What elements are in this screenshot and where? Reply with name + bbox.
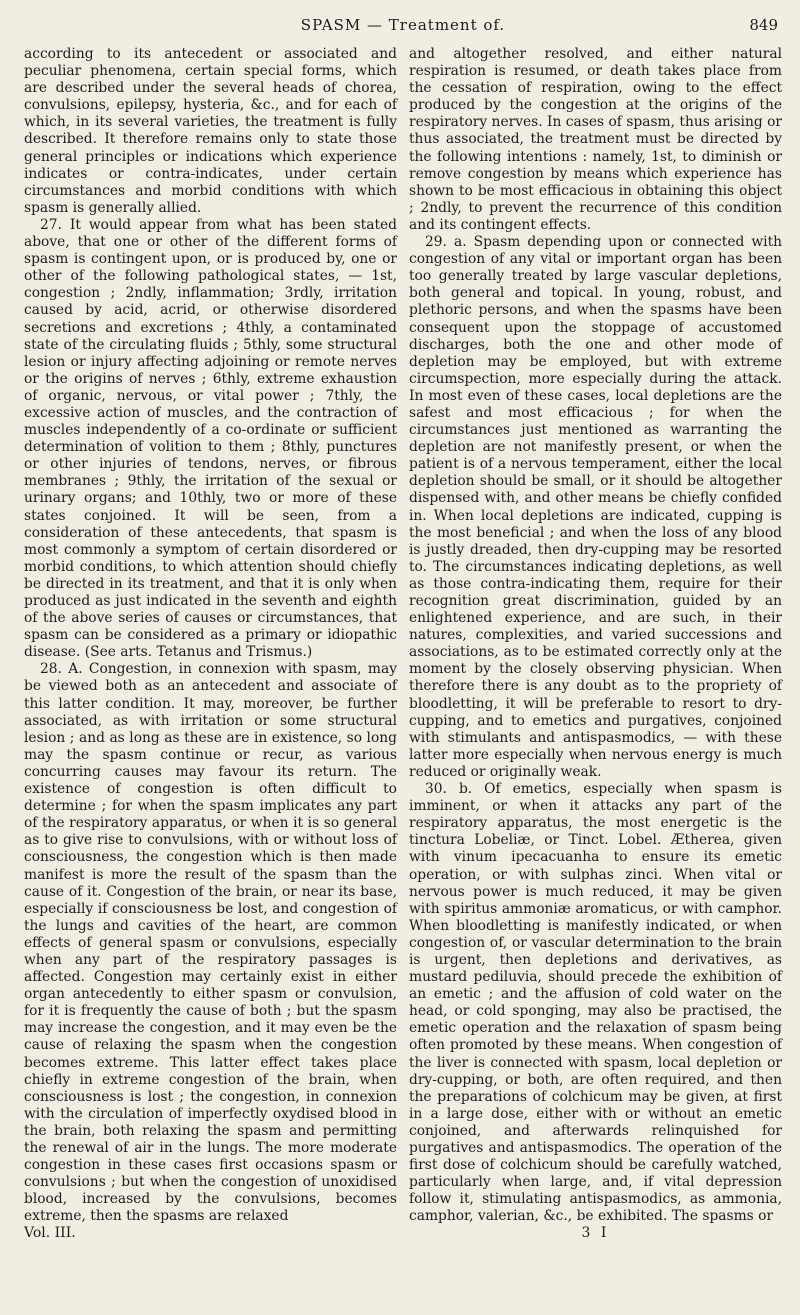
paragraph: according to its antecedent or associated and peculiar phenomena, certain special forms, which are described under the several heads of chorea, convulsions, epilepsy, hysteria, &c., and for each of which, in its several varieties, the treatment is fully described. It therefore remains only to state those general principles or indications which experience indicates or contra-indicates, under certain circumstances and morbid conditions with which spasm is generally allied. — [24, 46, 397, 216]
page-header — [24, 12, 782, 38]
paragraph: 28. A. Congestion, in connexion with spasm, may be viewed both as an antecedent and associate of this latter condition. It may, moreover, be further associated, as with irritation or some structural lesion ; and as long as these are in existence, so long may the spasm continue or recur, as various concurring causes may favour its return. The existence of congestion is often difficult to determine ; for when the spasm implicates any part of the respiratory apparatus, or when it is so general as to give rise to convulsions, with or without loss of consciousness, the congestion which is then made manifest is more the result of the spasm than the cause of it. Congestion of the brain, or near its base, especially if consciousness be lost, and congestion of the lungs and cavities of the heart, are common effects of general spasm or convulsions, especially when any part of the respiratory passages is affected. Congestion may certainly exist in either organ antecedently to either spasm or convulsion, for it is frequently the cause of both ; but the spasm may increase the congestion, and it may even be the cause of relaxing the spasm when the congestion becomes extreme. This latter effect takes place chiefly in extreme congestion of the brain, when consciousness is lost ; the congestion, in connexion with the circulation of imperfectly oxydised blood in the brain, both relaxing the spasm and permitting the renewal of air in the lungs. The more moderate congestion in these cases first occasions spasm or convulsions ; but when the congestion of unoxidised blood, increased by the convulsions, becomes extreme, then the spasms are relaxed — [24, 661, 397, 1225]
paragraph: 30. b. Of emetics, especially when spasm is imminent, or when it attacks any part of the respiratory apparatus, the most energetic is the tinctura Lobeliæ, or Tinct. Lobel. Ætherea, given with vinum ipecacuanha to ensure its emetic operation, or with sulphas zinci. When vital or nervous power is much reduced, it may be given with spiritus ammoniæ aromaticus, or with camphor. When bloodletting is manifestly indicated, or when congestion of, or vascular determination to the brain is urgent, then depletions and derivatives, as mustard pediluvia, should precede the exhibition of an emetic ; and the affusion of cold water on the head, or cold sponging, may also be practised, the emetic operation and the relaxation of spasm being often promoted by these means. When congestion of the liver is connected with spasm, local depletion or dry-cupping, or both, are often required, and then the preparations of colchicum may be given, at first in a large dose, either with or without an emetic conjoined, and afterwards relinquished for purgatives and antispasmodics. The operation of the first dose of colchicum should be carefully watched, particularly when large, and, if vital depression follow it, stimulating antispasmodics, as ammonia, camphor, valerian, &c., be exhibited. The spasms or — [409, 781, 782, 1225]
page-number: 849 — [749, 16, 778, 34]
paragraph: and altogether resolved, and either natural respiration is resumed, or death takes place from the cessation of respiration, owing to the effect produced by the congestion at the origins of the respiratory nerves. In cases of spasm, thus arising or thus associated, the treatment must be directed by the following intentions : namely, 1st, to diminish or remove congestion by means which experience has shown to be most efficacious in obtaining this object ; 2ndly, to prevent the recurrence of this condition and its contingent effects. — [409, 46, 782, 233]
volume-mark: Vol. III. — [24, 1225, 76, 1242]
signature-mark: 3 I — [581, 1225, 610, 1242]
left-column — [24, 46, 397, 1225]
paragraph: 29. a. Spasm depending upon or connected with congestion of any vital or important organ has been too generally treated by large vascular depletions, both general and topical. In young, robust, and plethoric persons, and when the spasms have been consequent upon the stoppage of accustomed discharges, both the one and other mode of depletion may be employed, but with extreme circumspection, more especially during the attack. In most even of these cases, local depletions are the safest and most efficacious ; for when the circumstances just mentioned as warranting the depletion are not manifestly present, or when the patient is of a nervous temperament, either the local depletion should be small, or it should be altogether dispensed with, and other means be chiefly confided in. When local depletions are indicated, cupping is the most beneficial ; and when the loss of any blood is justly dreaded, then dry-cupping may be resorted to. The circumstances indicating depletions, as well as those contra-indicating them, require for their recognition great discrimination, guided by an enlightened experience, and are such, in their natures, complexities, and varied successions and associations, as to be estimated correctly only at the moment by the closely observing physician. When therefore there is any doubt as to the propriety of bloodletting, it will be preferable to resort to dry-cupping, and to emetics and purgatives, conjoined with stimulants and antispasmodics, — with these latter more especially when nervous energy is much reduced or originally weak. — [409, 234, 782, 780]
right-column — [409, 46, 782, 1225]
text-columns — [24, 46, 782, 1225]
paragraph: 27. It would appear from what has been stated above, that one or other of the different forms of spasm is contingent upon, or is produced by, one or other of the following pathological states, — 1st, congestion ; 2ndly, inflammation; 3rdly, irritation caused by acid, acrid, or otherwise disordered secretions and excretions ; 4thly, a contaminated state of the circulating fluids ; 5thly, some structural lesion or injury affecting adjoining or remote nerves or the origins of nerves ; 6thly, extreme exhaustion of organic, nervous, or vital power ; 7thly, the excessive action of muscles, and the contraction of muscles independently of a co-ordinate or sufficient determination of volition to them ; 8thly, punctures or other injuries of tendons, nerves, or fibrous membranes ; 9thly, the irritation of the sexual or urinary organs; and 10thly, two or more of these states conjoined. It will be seen, from a consideration of these antecedents, that spasm is most commonly a symptom of certain disordered or morbid conditions, to which attention should chiefly be directed in its treatment, and that it is only when produced as just indicated in the seventh and eighth of the above series of causes or circumstances, that spasm can be considered as a primary or idiopathic disease. (See arts. Tetanus and Trismus.) — [24, 216, 397, 661]
running-head: SPASM — Treatment of. — [300, 16, 506, 34]
page-footer — [24, 1225, 782, 1241]
